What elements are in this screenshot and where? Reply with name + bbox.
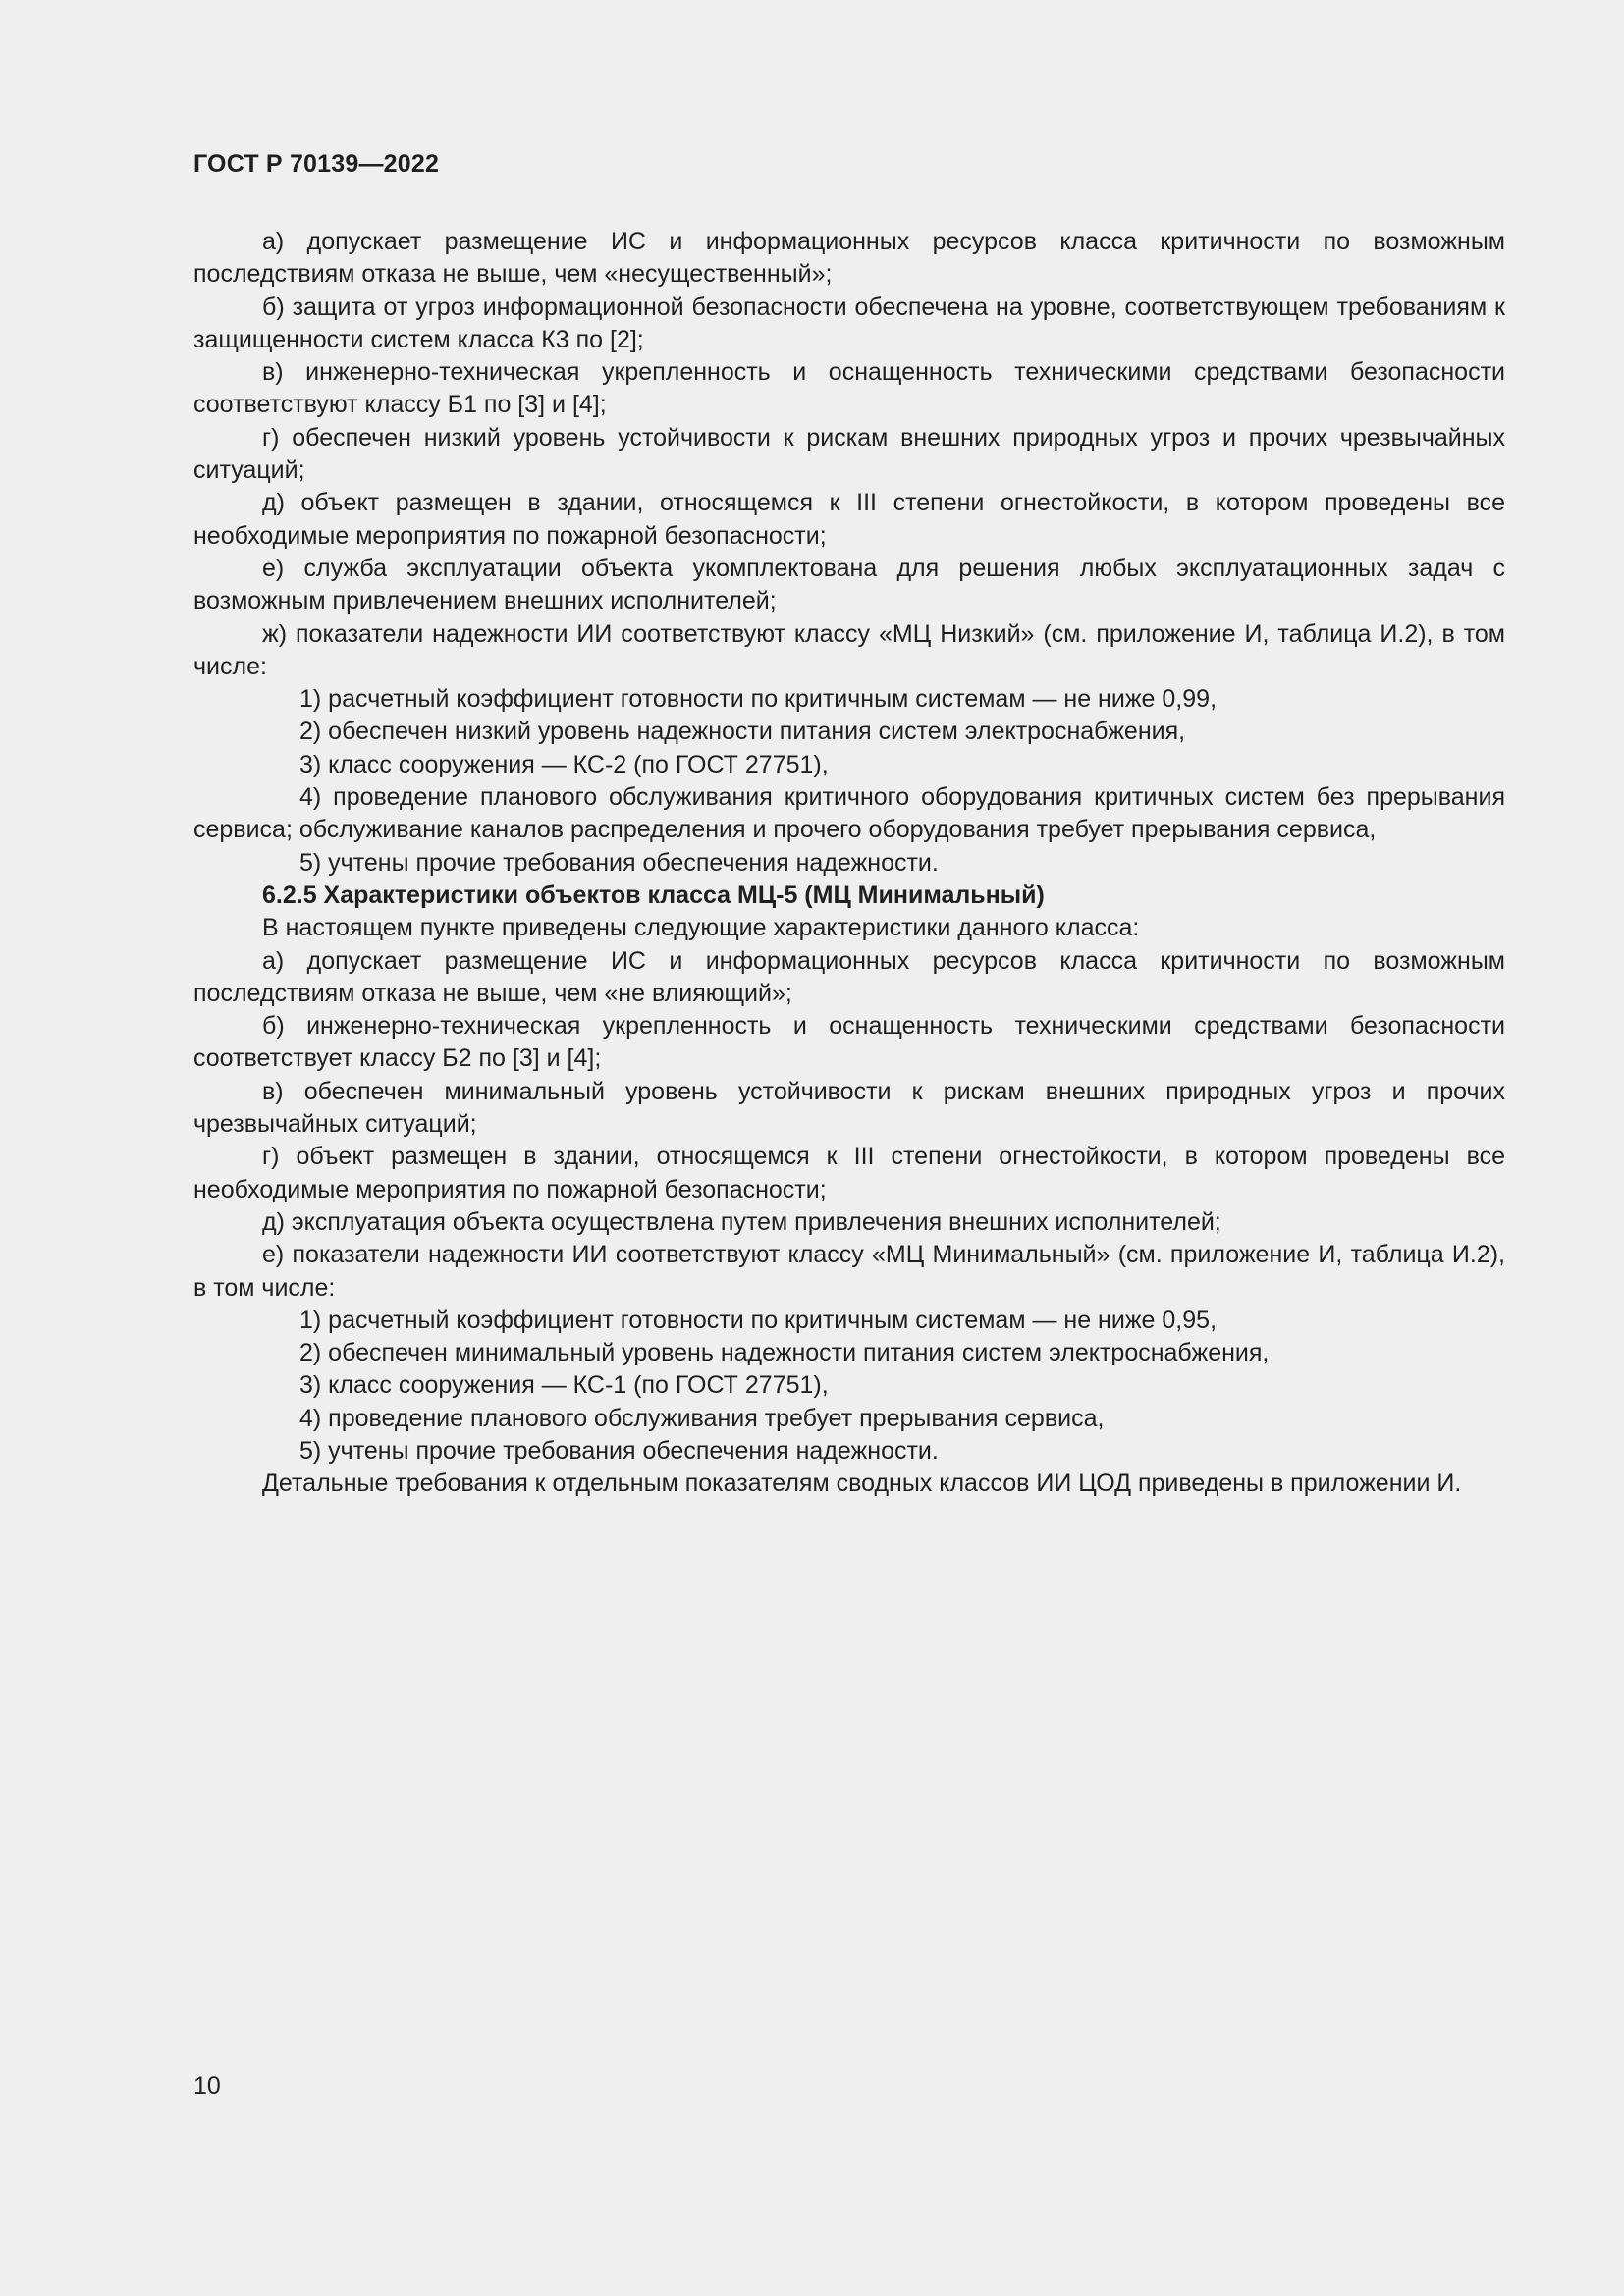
paragraph: в) обеспечен минимальный уровень устойчивости к рискам внешних природных угроз и прочих чрезвычайных ситуаций; [193, 1077, 1505, 1139]
paragraph: г) объект размещен в здании, относящемся к III степени огнестойкости, в котором проведены все необходимые мероприятия по пожарной безопасности; [193, 1143, 1505, 1203]
paragraph: б) инженерно-техническая укрепленность и оснащенность техническими средствами безопасности соответствует классу Б2 по [3] и [4]; [193, 1012, 1505, 1073]
paragraph: а) допускает размещение ИС и информационных ресурсов класса критичности по возможным последствиям отказа не выше, чем «несущественный»; [193, 228, 1505, 289]
paragraph: д) объект размещен в здании, относящемся к III степени огнестойкости, в котором проведены все необходимые мероприятия по пожарной безопасности; [193, 489, 1505, 550]
page-number: 10 [193, 2072, 221, 2100]
paragraph: е) показатели надежности ИИ соответствуют классу «МЦ Минимальный» (см. приложение И, таблица И.2), в том числе: [193, 1241, 1505, 1302]
list-item: 4) проведение планового обслуживания требует прерывания сервиса, [299, 1404, 1105, 1432]
paragraph: б) защита от угроз информационной безопасности обеспечена на уровне, соответствующем требованиям к защищенности систем класса К3 по [2]; [193, 293, 1505, 353]
list-item: 2) обеспечен минимальный уровень надежности питания систем электроснабжения, [299, 1339, 1270, 1367]
list-item: 3) класс сооружения — КС-1 (по ГОСТ 27751), [299, 1371, 829, 1400]
list-item: 3) класс сооружения — КС-2 (по ГОСТ 27751), [299, 750, 829, 778]
list-item: 5) учтены прочие требования обеспечения надежности. [299, 1436, 939, 1465]
section-heading: 6.2.5 Характеристики объектов класса МЦ-5 (МЦ Минимальный) [262, 881, 1045, 909]
paragraph: е) служба эксплуатации объекта укомплектована для решения любых эксплуатационных задач с возможным привлечением внешних исполнителей; [193, 554, 1505, 615]
paragraph: в) инженерно-техническая укрепленность и оснащенность техническими средствами безопасности соответствуют классу Б1 по [3] и [4]; [193, 358, 1505, 419]
paragraph: Детальные требования к отдельным показателям сводных классов ИИ ЦОД приведены в приложении И. [262, 1469, 1462, 1498]
list-item: 1) расчетный коэффициент готовности по критичным системам — не ниже 0,95, [299, 1306, 1218, 1334]
list-item: 2) обеспечен низкий уровень надежности питания систем электроснабжения, [299, 718, 1186, 746]
list-item: 5) учтены прочие требования обеспечения надежности. [299, 848, 939, 877]
list-item: 4) проведение планового обслуживания критичного оборудования критичных систем без прерывания сервиса; обслуживание каналов распределения и прочего оборудования требует прерывания сервиса, [193, 783, 1505, 844]
document-body [193, 226, 1505, 1501]
paragraph: г) обеспечен низкий уровень устойчивости к рискам внешних природных угроз и прочих чрезвычайных ситуаций; [193, 423, 1505, 485]
paragraph: В настоящем пункте приведены следующие характеристики данного класса: [262, 914, 1140, 942]
paragraph: а) допускает размещение ИС и информационных ресурсов класса критичности по возможным последствиям отказа не выше, чем «не влияющий»; [193, 946, 1505, 1007]
list-item: 1) расчетный коэффициент готовности по критичным системам — не ниже 0,99, [299, 685, 1218, 714]
paragraph: д) эксплуатация объекта осуществлена путем привлечения внешних исполнителей; [262, 1207, 1221, 1236]
document-header: ГОСТ Р 70139—2022 [193, 150, 440, 178]
paragraph: ж) показатели надежности ИИ соответствуют классу «МЦ Низкий» (см. приложение И, таблица И.2), в том числе: [193, 619, 1505, 680]
